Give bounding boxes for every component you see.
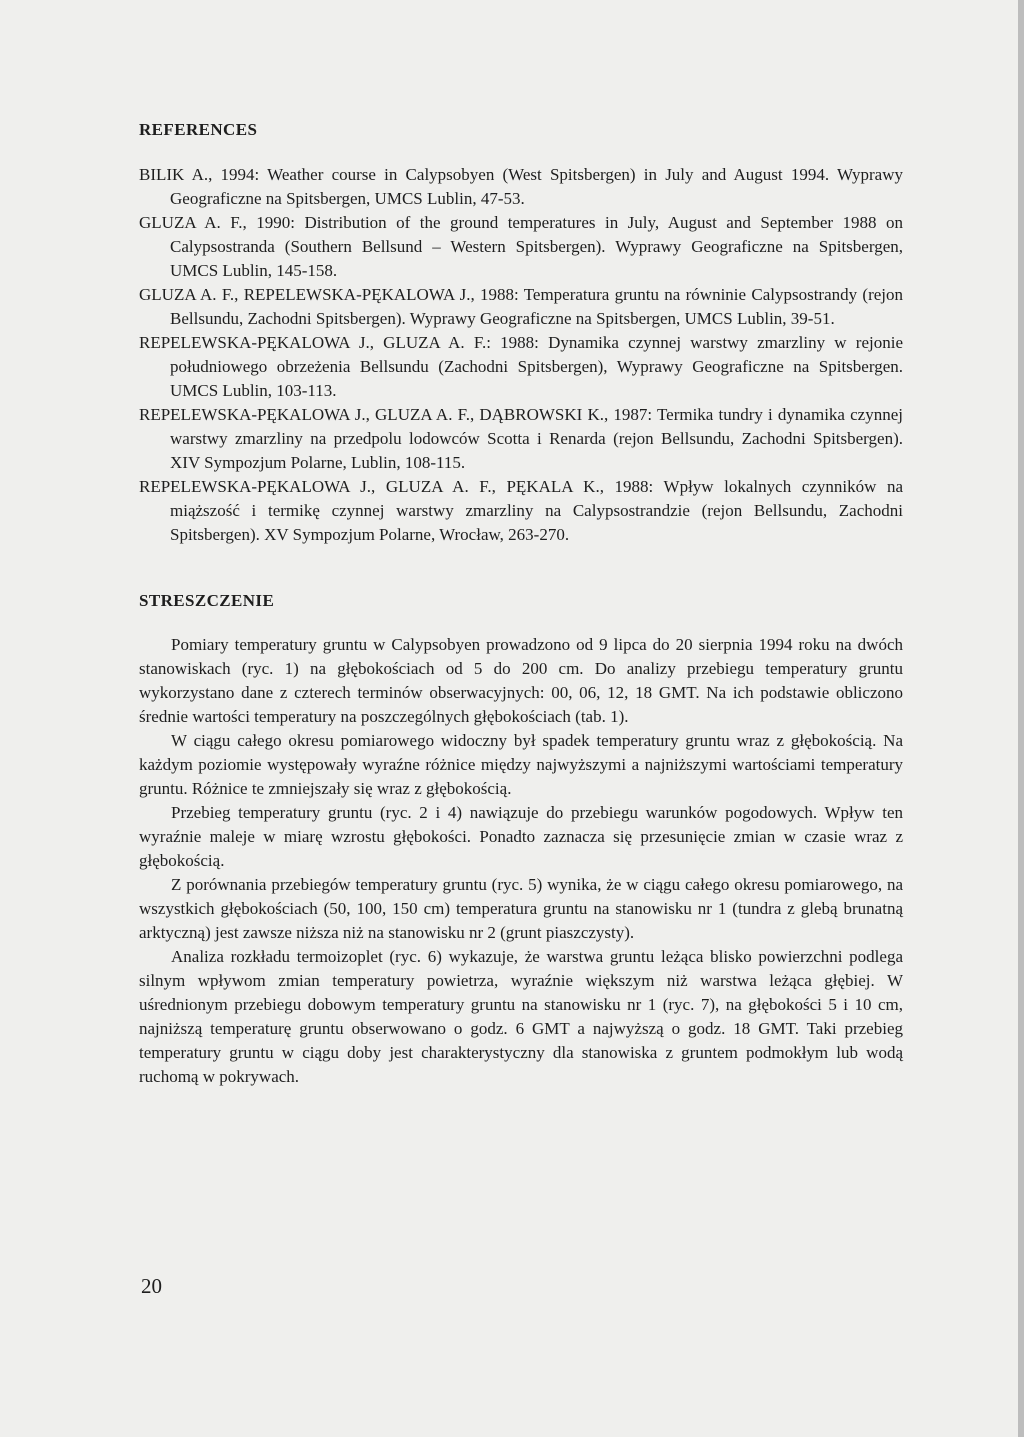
abstract-paragraph: Analiza rozkładu termoizoplet (ryc. 6) wykazuje, że warstwa gruntu leżąca blisko powierzchni podlega silnym wpływom zmian temperatury powietrza, wyraźnie większym niż warstwa leżąca głębiej. W uśrednionym przebiegu dobowym temperatury gruntu na stanowisku nr 1 (ryc. 7), na głębokości 5 i 10 cm, najniższą temperaturę gruntu obserwowano o godz. 6 GMT a najwyższą o godz. 18 GMT. Taki przebieg temperatury gruntu w ciągu doby jest charakterystyczny dla stanowiska z gruntem podmokłym lub wodą ruchomą w pokrywach. (139, 947, 903, 1086)
abstract-heading: STRESZCZENIE (139, 591, 275, 610)
reference-item: REPELEWSKA-PĘKALOWA J., GLUZA A. F., DĄBROWSKI K., 1987: Termika tundry i dynamika czynnej warstwy zmarzliny na przedpolu lodowców Scotta i Renarda (rejon Bellsundu, Zachodni Spitsbergen). XIV Sympozjum Polarne, Lublin, 108-115. (139, 405, 903, 472)
page-content (139, 118, 903, 1089)
page-number: 20 (141, 1274, 162, 1298)
abstract-body (139, 633, 903, 1089)
abstract-paragraph: Z porównania przebiegów temperatury gruntu (ryc. 5) wynika, że w ciągu całego okresu pomiarowego, na wszystkich głębokościach (50, 100, 150 cm) temperatura gruntu na stanowisku nr 1 (tundra z glebą brunatną arktyczną) jest zawsze niższa niż na stanowisku nr 2 (grunt piaszczysty). (139, 875, 903, 942)
references-list (139, 163, 903, 547)
abstract-paragraph: Pomiary temperatury gruntu w Calypsobyen prowadzono od 9 lipca do 20 sierpnia 1994 roku na dwóch stanowiskach (ryc. 1) na głębokościach od 5 do 200 cm. Do analizy przebiegu temperatury gruntu wykorzystano dane z czterech terminów obserwacyjnych: 00, 06, 12, 18 GMT. Na ich podstawie obliczono średnie wartości temperatury na poszczególnych głębokościach (tab. 1). (139, 635, 903, 726)
reference-item: GLUZA A. F., 1990: Distribution of the ground temperatures in July, August and September 1988 on Calypsostranda (Southern Bellsund – Western Spitsbergen). Wyprawy Geograficzne na Spitsbergen, UMCS Lublin, 145-158. (139, 213, 903, 280)
reference-item: BILIK A., 1994: Weather course in Calypsobyen (West Spitsbergen) in July and August 1994. Wyprawy Geograficzne na Spitsbergen, UMCS Lublin, 47-53. (139, 165, 903, 208)
reference-item: GLUZA A. F., REPELEWSKA-PĘKALOWA J., 1988: Temperatura gruntu na równinie Calypsostrandy (rejon Bellsundu, Zachodni Spitsbergen). Wyprawy Geograficzne na Spitsbergen, UMCS Lublin, 39-51. (139, 285, 903, 328)
reference-item: REPELEWSKA-PĘKALOWA J., GLUZA A. F.: 1988: Dynamika czynnej warstwy zmarzliny w rejonie południowego obrzeżenia Bellsundu (Zachodni Spitsbergen), Wyprawy Geograficzne na Spitsbergen. UMCS Lublin, 103-113. (139, 333, 903, 400)
reference-item: REPELEWSKA-PĘKALOWA J., GLUZA A. F., PĘKALA K., 1988: Wpływ lokalnych czynników na miąższość i termikę czynnej warstwy zmarzliny na Calypsostrandzie (rejon Bellsundu, Zachodni Spitsbergen). XV Sympozjum Polarne, Wrocław, 263-270. (139, 477, 903, 544)
abstract-paragraph: Przebieg temperatury gruntu (ryc. 2 i 4) nawiązuje do przebiegu warunków pogodowych. Wpływ ten wyraźnie maleje w miarę wzrostu głębokości. Ponadto zaznacza się przesunięcie zmian w czasie wraz z głębokością. (139, 803, 903, 870)
references-heading: REFERENCES (139, 120, 258, 139)
abstract-paragraph: W ciągu całego okresu pomiarowego widoczny był spadek temperatury gruntu wraz z głębokością. Na każdym poziomie występowały wyraźne różnice między najwyższymi a najniższymi wartościami temperatury gruntu. Różnice te zmniejszały się wraz z głębokością. (139, 731, 903, 798)
scan-edge (1018, 0, 1024, 1437)
